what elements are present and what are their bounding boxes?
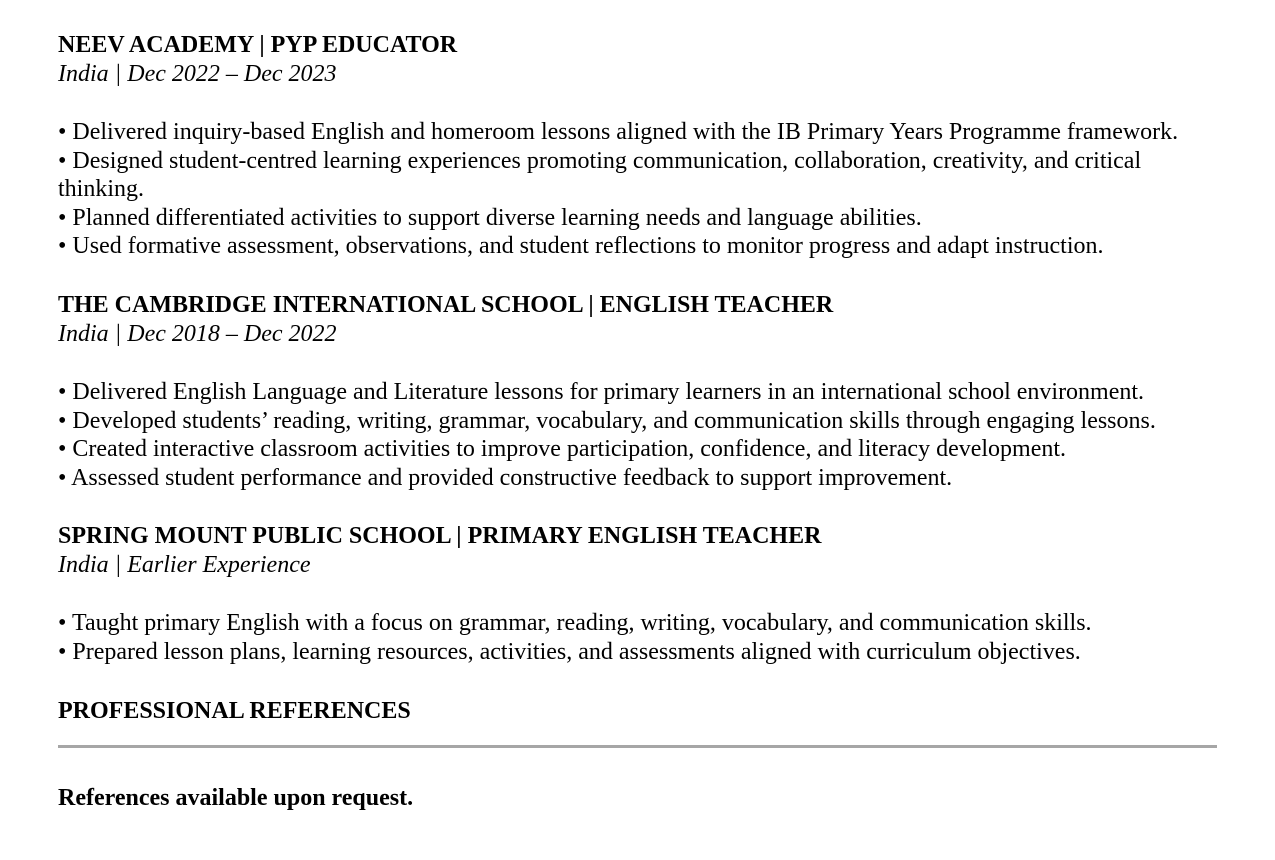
job-bullet: • Used formative assessment, observations, and student reflections to monitor progress and adapt instruction. xyxy=(58,233,1104,260)
references-section xyxy=(58,697,1218,813)
job-bullet-list xyxy=(58,609,1218,666)
section-spacer xyxy=(58,492,1218,522)
section-spacer xyxy=(58,667,1218,697)
job-bullet: • Prepared lesson plans, learning resources, activities, and assessments aligned with curriculum objectives. xyxy=(58,638,1081,665)
job-entry-spring-mount xyxy=(58,522,1218,666)
job-bullet: • Planned differentiated activities to support diverse learning needs and language abilities. xyxy=(58,204,922,231)
resume-page xyxy=(58,31,1218,813)
job-bullet: • Designed student-centred learning experiences promoting communication, collaboration, creativity, and critical thinking. xyxy=(58,147,1142,203)
job-bullet: • Delivered English Language and Literature lessons for primary learners in an international school environment. xyxy=(58,378,1145,405)
section-divider xyxy=(58,745,1217,748)
job-title: NEEV ACADEMY | PYP EDUCATOR xyxy=(58,32,458,58)
job-bullet: • Created interactive classroom activities to improve participation, confidence, and literacy development. xyxy=(58,436,1067,463)
references-heading: PROFESSIONAL REFERENCES xyxy=(58,697,411,724)
job-location-dates: India | Dec 2022 – Dec 2023 xyxy=(58,61,337,87)
job-bullet: • Taught primary English with a focus on grammar, reading, writing, vocabulary, and communication skills. xyxy=(58,610,1092,637)
job-bullet-list xyxy=(58,118,1218,261)
job-bullet: • Developed students’ reading, writing, grammar, vocabulary, and communication skills through engaging lessons. xyxy=(58,407,1156,434)
job-bullet-list xyxy=(58,378,1218,492)
job-location-dates: India | Dec 2018 – Dec 2022 xyxy=(58,320,337,347)
job-title: SPRING MOUNT PUBLIC SCHOOL | PRIMARY ENGLISH TEACHER xyxy=(58,523,822,550)
job-title: THE CAMBRIDGE INTERNATIONAL SCHOOL | ENGLISH TEACHER xyxy=(58,291,834,318)
job-bullet: • Assessed student performance and provided constructive feedback to support improvement. xyxy=(58,464,953,491)
references-text: References available upon request. xyxy=(58,784,414,811)
section-spacer xyxy=(58,261,1218,291)
job-bullet: • Delivered inquiry-based English and homeroom lessons aligned with the IB Primary Years Programme framework. xyxy=(58,119,1179,145)
job-entry-neev-academy xyxy=(58,31,1218,261)
job-location-dates: India | Earlier Experience xyxy=(58,552,311,579)
job-entry-cambridge-international xyxy=(58,291,1218,492)
